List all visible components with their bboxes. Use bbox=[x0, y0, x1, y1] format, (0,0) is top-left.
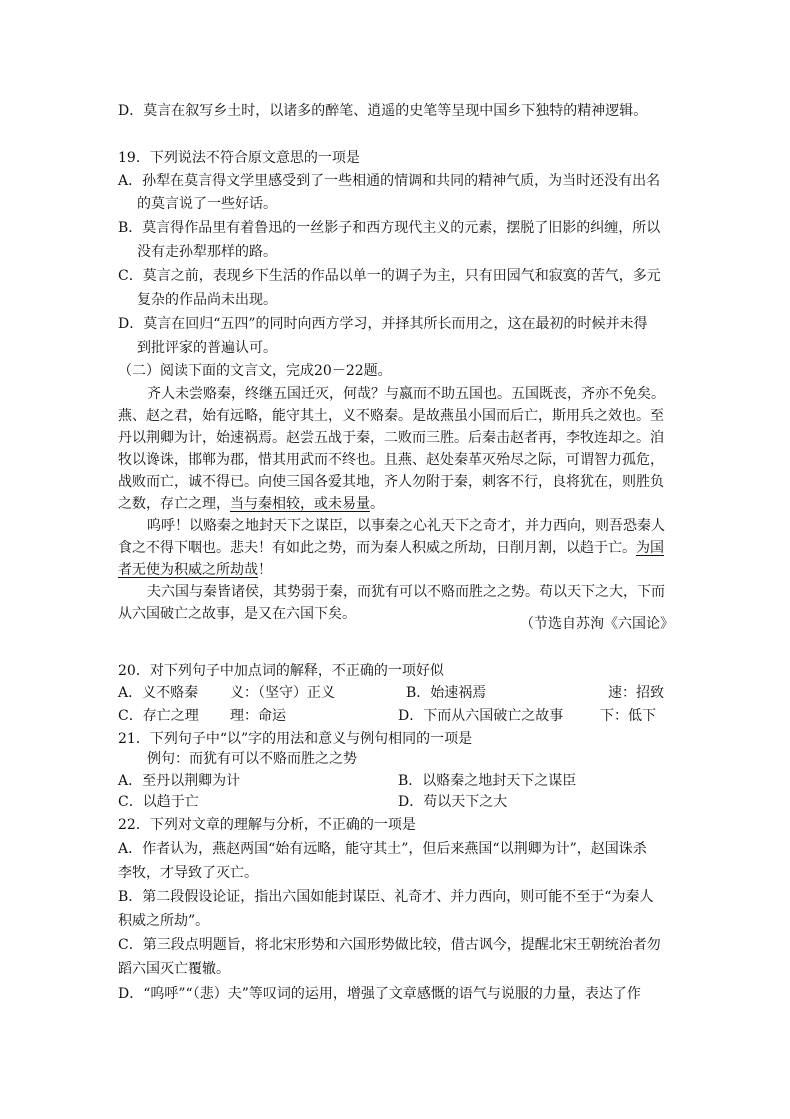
passage-p2-line: 呜呼！以赂秦之地封天下之谋臣，以事秦之心礼天下之奇才，并力西向，则吾恐秦人 bbox=[147, 518, 665, 534]
passage-p1-line bbox=[118, 493, 384, 515]
q22-option-a: A．作者认为，燕赵两国“始有远略，能守其土”，但后来燕国“以荆卿为计”，赵国诛杀 bbox=[118, 841, 647, 857]
q20-option-b: B．始速祸焉 bbox=[406, 685, 487, 701]
underlined-sentence: 当与秦相较，或未易量 bbox=[230, 496, 370, 512]
q20-option-c: C．存亡之理 bbox=[118, 708, 199, 724]
passage-text: 之数，存亡之理， bbox=[118, 496, 230, 512]
passage-p1-line: 牧以谗诛，邯郸为郡，惜其用武而不终也。且燕、赵处秦革灭殆尽之际，可谓智力孤危， bbox=[118, 452, 664, 468]
passage-p1-line: 燕、赵之君，始有远略，能守其土，义不赂秦。是故燕虽小国而后亡，斯用兵之效也。至 bbox=[118, 408, 664, 424]
passage-p2-line bbox=[118, 559, 272, 581]
passage-text: 。 bbox=[370, 496, 384, 512]
q18-option-d: D．莫言在叙写乡土时，以诸多的醉笔、逍遥的史笔等呈现中国乡下独特的精神逻辑。 bbox=[118, 103, 648, 119]
q22-option-c-cont: 蹈六国灭亡覆辙。 bbox=[118, 961, 230, 977]
q21-option-d: D．苟以天下之大 bbox=[398, 794, 508, 810]
q22-option-d: D．“呜呼”“（悲）夫”等叹词的运用，增强了文章感慨的语气与说服的力量，表达了作 bbox=[118, 986, 641, 1002]
passage-p3-line: 从六国破亡之故事，是又在六国下矣。 bbox=[118, 606, 356, 622]
q22-option-b-cont: 积威之所劫”。 bbox=[118, 913, 210, 929]
q20-option-a-explanation: 义：（坚守）正义 bbox=[230, 685, 335, 701]
q22-option-a-cont: 李牧，才导致了灭亡。 bbox=[118, 865, 258, 881]
q20-option-c-explanation: 理：命运 bbox=[230, 708, 286, 724]
underlined-sentence: 者无使为积威之所劫哉 bbox=[118, 562, 258, 578]
q21-option-a: A．至丹以荆卿为计 bbox=[118, 773, 241, 789]
underlined-sentence: 为国 bbox=[636, 540, 664, 556]
q19-option-a-cont: 的莫言说了一些好话。 bbox=[137, 196, 277, 212]
q22-stem: 22．下列对文章的理解与分析，不正确的一项是 bbox=[118, 817, 416, 833]
q19-option-d: D．莫言在回归“五四”的同时向西方学习，并择其所长而用之，这在最初的时候并未得 bbox=[118, 316, 648, 332]
q22-option-c: C．第三段点明题旨，将北宋形势和六国形势做比较，借古讽今，提醒北宋王朝统治者勿 bbox=[118, 937, 661, 953]
q19-stem: 19．下列说法不符合原文意思的一项是 bbox=[118, 150, 360, 166]
q19-option-a: A．孙犁在莫言得文学里感受到了一些相通的情调和共同的精神气质，为当时还没有出名 bbox=[118, 173, 661, 189]
q22-option-b: B．第二段假设论证，指出六国如能封谋臣、礼奇才、并力西向，则可能不至于“为秦人 bbox=[118, 889, 654, 905]
q20-option-b-explanation: 速：招致 bbox=[608, 685, 664, 701]
q21-option-c: C．以趋于亡 bbox=[118, 794, 199, 810]
q20-option-a: A．义不赂秦 bbox=[118, 685, 199, 701]
q19-option-d-cont: 到批评家的普遍认可。 bbox=[137, 340, 277, 356]
q21-option-b: B．以赂秦之地封天下之谋臣 bbox=[398, 773, 577, 789]
q19-option-b: B．莫言得作品里有着鲁迅的一丝影子和西方现代主义的元素，摆脱了旧影的纠缠，所以 bbox=[118, 220, 661, 236]
passage-p1-line: 齐人未尝赂秦，终继五国迁灭，何哉？与嬴而不助五国也。五国既丧，齐亦不免矣。 bbox=[147, 386, 665, 402]
passage-text: ！ bbox=[258, 562, 272, 578]
q20-stem: 20．对下列句子中加点词的解释，不正确的一项好似 bbox=[118, 663, 444, 679]
q20-option-d-explanation: 下：低下 bbox=[600, 708, 656, 724]
passage-p2-line bbox=[118, 537, 664, 559]
q21-stem: 21．下列句子中“以”字的用法和意义与例句相同的一项是 bbox=[118, 731, 473, 747]
passage-p3-line: 夫六国与秦皆诸侯，其势弱于秦，而犹有可以不赂而胜之之势。苟以天下之大，下而 bbox=[147, 584, 665, 600]
passage-text: 食之不得下咽也。悲夫！有如此之势，而为秦人积威之所劫，日削月割，以趋于亡。 bbox=[118, 540, 636, 556]
passage-intro: （二）阅读下面的文言文，完成20－22题。 bbox=[118, 363, 392, 379]
q21-example: 例句：而犹有可以不赂而胜之之势 bbox=[147, 751, 357, 767]
q19-option-b-cont: 没有走孙犁那样的路。 bbox=[137, 244, 277, 260]
q20-option-d: D．下而从六国破亡之故事 bbox=[398, 708, 564, 724]
q19-option-c: C．莫言之前，表现乡下生活的作品以单一的调子为主，只有田园气和寂寞的苦气，多元 bbox=[118, 268, 661, 284]
q19-option-c-cont: 复杂的作品尚未出现。 bbox=[137, 292, 277, 308]
passage-source: （节选自苏洵《六国论》 bbox=[520, 616, 674, 632]
passage-p1-line: 战败而亡，诚不得已。向使三国各爱其地，齐人勿附于秦，刺客不行，良将犹在，则胜负 bbox=[118, 474, 664, 490]
passage-p1-line: 丹以荆卿为计，始速祸焉。赵尝五战于秦，二败而三胜。后秦击赵者再，李牧连却之。洎 bbox=[118, 430, 664, 446]
